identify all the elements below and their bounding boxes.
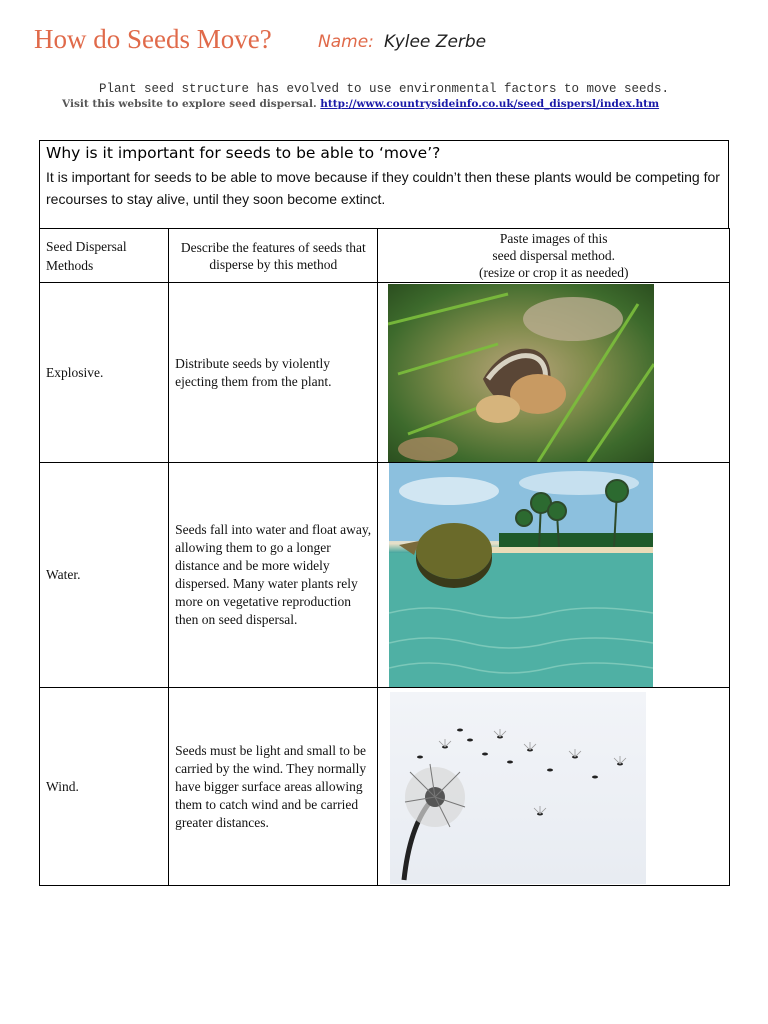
seed-dispersal-link[interactable]: http://www.countrysideinfo.co.uk/seed_dispersl/index.htm [320, 98, 660, 110]
header-images-line3: (resize or crop it as needed) [478, 265, 629, 280]
question-prompt: Why is it important for seeds to be able to ‘move’? [46, 144, 441, 162]
explosive-seed-pod-photo [388, 284, 654, 462]
dandelion-seeds-photo [390, 692, 646, 884]
table-header-row [40, 229, 730, 283]
question-answer: It is important for seeds to be able to move because if they couldn’t then these plants would be competing for recourses to stay alive, until they soon become extinct. [46, 169, 720, 207]
header-images-line2: seed dispersal method. [492, 248, 616, 263]
row-image-cell [378, 463, 730, 688]
question-box [39, 140, 729, 228]
intro-text: Plant seed structure has evolved to use environmental factors to move seeds. [98, 82, 670, 96]
row-description: Seeds fall into water and float away, allowing them to go a longer distance and be more widely dispersed. Many water plants rely more on vegetative reproduction then on seed dispersal. [169, 463, 378, 688]
row-method: Wind. [40, 688, 169, 886]
table-row [40, 688, 730, 886]
header-images-line1: Paste images of this [499, 231, 608, 246]
name-label: Name: [318, 32, 374, 52]
floating-coconut-photo [389, 463, 653, 687]
row-method: Explosive. [40, 283, 169, 463]
visit-text: Visit this website to explore seed dispersal. [62, 98, 317, 110]
row-image-cell [378, 688, 730, 886]
row-method: Water. [40, 463, 169, 688]
header-features: Describe the features of seeds that disperse by this method [169, 229, 378, 283]
header-method: Seed Dispersal Methods [40, 229, 169, 283]
visit-line [62, 98, 742, 110]
seed-dispersal-table [39, 228, 730, 886]
table-row [40, 283, 730, 463]
row-description: Distribute seeds by violently ejecting them from the plant. [169, 283, 378, 463]
row-description: Seeds must be light and small to be carried by the wind. They normally have bigger surface areas allowing them to catch wind and be carried greater distances. [169, 688, 378, 886]
page-header [34, 24, 734, 64]
student-name: Kylee Zerbe [384, 32, 487, 52]
header-images [378, 229, 730, 283]
table-row [40, 463, 730, 688]
page-title: How do Seeds Move? [34, 24, 272, 54]
row-image-cell [378, 283, 730, 463]
